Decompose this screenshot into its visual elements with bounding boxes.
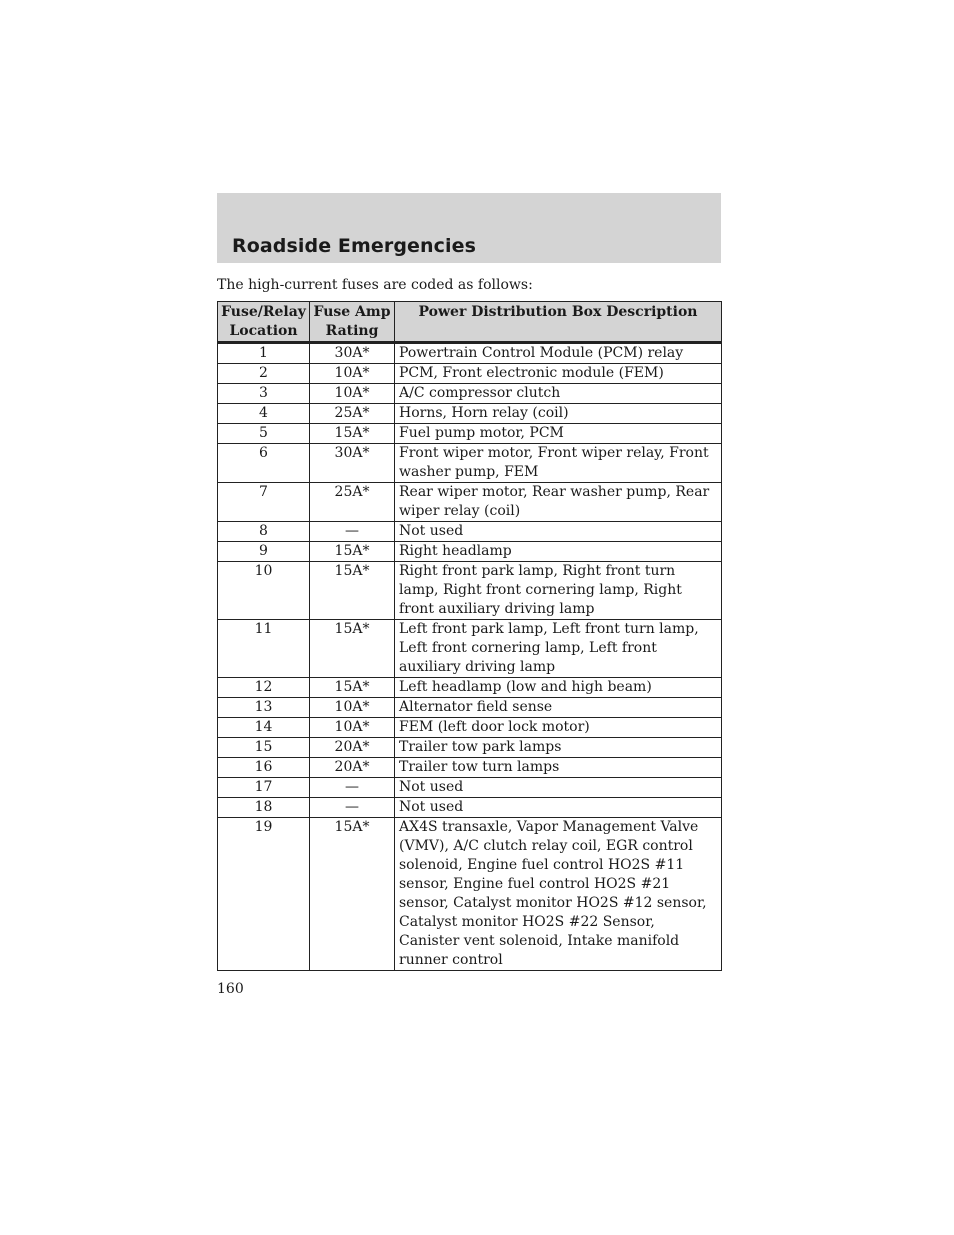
table-row: [218, 522, 722, 542]
fuse-rating-cell: 15A*: [310, 678, 395, 698]
fuse-rating-cell: 10A*: [310, 718, 395, 738]
fuse-rating-cell: 15A*: [310, 620, 395, 678]
intro-text: The high-current fuses are coded as follows:: [217, 277, 533, 293]
fuse-location-cell: 10: [218, 562, 310, 620]
fuse-description-cell: Rear wiper motor, Rear washer pump, Rear wiper relay (coil): [395, 483, 722, 522]
fuse-rating-cell: 10A*: [310, 364, 395, 384]
fuse-rating-cell: —: [310, 798, 395, 818]
fuse-description-cell: Trailer tow turn lamps: [395, 758, 722, 778]
fuse-description-cell: Alternator field sense: [395, 698, 722, 718]
fuse-location-cell: 16: [218, 758, 310, 778]
table-row: [218, 424, 722, 444]
table-row: [218, 698, 722, 718]
fuse-location-cell: 6: [218, 444, 310, 483]
fuse-location-cell: 13: [218, 698, 310, 718]
fuse-description-cell: Front wiper motor, Front wiper relay, Front washer pump, FEM: [395, 444, 722, 483]
fuse-description-cell: FEM (left door lock motor): [395, 718, 722, 738]
fuse-rating-cell: 20A*: [310, 738, 395, 758]
fuse-rating-cell: 30A*: [310, 343, 395, 364]
table-row: [218, 758, 722, 778]
fuse-location-cell: 11: [218, 620, 310, 678]
header-row: [218, 302, 722, 343]
fuse-description-cell: AX4S transaxle, Vapor Management Valve (VMV), A/C clutch relay coil, EGR control solenoid, Engine fuel control HO2S #11 sensor, Engine fuel control HO2S #21 sensor, Catalyst monitor HO2S #12 sensor, Catalyst monitor HO2S #22 Sensor, Canister vent solenoid, Intake manifold runner control: [395, 818, 722, 971]
fuse-description-cell: Trailer tow park lamps: [395, 738, 722, 758]
fuse-location-cell: 19: [218, 818, 310, 971]
fuse-description-cell: Right front park lamp, Right front turn lamp, Right front cornering lamp, Right front auxiliary driving lamp: [395, 562, 722, 620]
fuse-rating-cell: 20A*: [310, 758, 395, 778]
fuse-location-cell: 15: [218, 738, 310, 758]
fuse-rating-cell: 15A*: [310, 542, 395, 562]
fuse-location-cell: 17: [218, 778, 310, 798]
table-row: [218, 798, 722, 818]
column-header-description: Power Distribution Box Description: [395, 302, 722, 343]
table-row: [218, 562, 722, 620]
table-row: [218, 384, 722, 404]
fuse-rating-cell: 15A*: [310, 818, 395, 971]
fuse-rating-cell: 30A*: [310, 444, 395, 483]
table-row: [218, 738, 722, 758]
table-row: [218, 364, 722, 384]
fuse-location-cell: 12: [218, 678, 310, 698]
fuse-rating-cell: 25A*: [310, 483, 395, 522]
table-row: [218, 404, 722, 424]
column-header-location: Fuse/Relay Location: [218, 302, 310, 343]
fuse-description-cell: Powertrain Control Module (PCM) relay: [395, 343, 722, 364]
fuse-location-cell: 14: [218, 718, 310, 738]
fuse-location-cell: 4: [218, 404, 310, 424]
table-row: [218, 778, 722, 798]
fuse-table: [217, 301, 722, 971]
table-row: [218, 718, 722, 738]
table-row: [218, 343, 722, 364]
fuse-description-cell: Horns, Horn relay (coil): [395, 404, 722, 424]
section-title: Roadside Emergencies: [232, 235, 477, 257]
fuse-description-cell: Left front park lamp, Left front turn lamp, Left front cornering lamp, Left front auxiliary driving lamp: [395, 620, 722, 678]
fuse-description-cell: A/C compressor clutch: [395, 384, 722, 404]
fuse-location-cell: 3: [218, 384, 310, 404]
fuse-description-cell: PCM, Front electronic module (FEM): [395, 364, 722, 384]
fuse-rating-cell: —: [310, 522, 395, 542]
fuse-rating-cell: —: [310, 778, 395, 798]
table-row: [218, 678, 722, 698]
fuse-description-cell: Not used: [395, 798, 722, 818]
page-number: 160: [217, 981, 244, 997]
table-row: [218, 483, 722, 522]
fuse-rating-cell: 15A*: [310, 424, 395, 444]
fuse-description-cell: Right headlamp: [395, 542, 722, 562]
fuse-rating-cell: 10A*: [310, 698, 395, 718]
fuse-table-header: [218, 302, 722, 343]
fuse-location-cell: 5: [218, 424, 310, 444]
fuse-rating-cell: 10A*: [310, 384, 395, 404]
fuse-location-cell: 18: [218, 798, 310, 818]
fuse-location-cell: 9: [218, 542, 310, 562]
fuse-description-cell: Not used: [395, 522, 722, 542]
table-row: [218, 818, 722, 971]
fuse-description-cell: Not used: [395, 778, 722, 798]
fuse-rating-cell: 15A*: [310, 562, 395, 620]
table-row: [218, 542, 722, 562]
fuse-location-cell: 8: [218, 522, 310, 542]
table-row: [218, 444, 722, 483]
table-row: [218, 620, 722, 678]
fuse-location-cell: 7: [218, 483, 310, 522]
section-header-band: [217, 193, 721, 263]
fuse-table-body: [218, 343, 722, 971]
fuse-location-cell: 1: [218, 343, 310, 364]
fuse-description-cell: Fuel pump motor, PCM: [395, 424, 722, 444]
column-header-rating: Fuse Amp Rating: [310, 302, 395, 343]
fuse-location-cell: 2: [218, 364, 310, 384]
fuse-description-cell: Left headlamp (low and high beam): [395, 678, 722, 698]
fuse-rating-cell: 25A*: [310, 404, 395, 424]
